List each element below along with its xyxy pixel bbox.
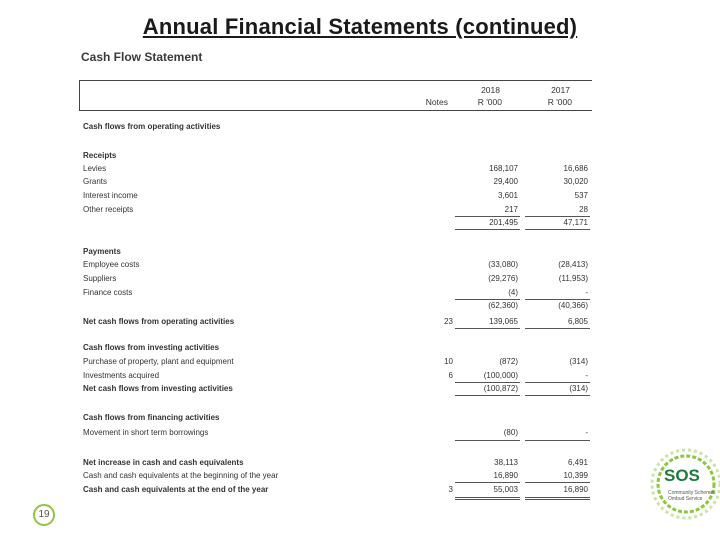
row-label: Purchase of property, plant and equipment bbox=[83, 357, 234, 366]
payments-heading-row bbox=[83, 246, 593, 258]
logo-name: SOS bbox=[664, 466, 700, 485]
end-double-rule-2018-a bbox=[455, 497, 520, 498]
row-label: Net cash flows from operating activities bbox=[83, 317, 235, 326]
other-receipts-row bbox=[83, 204, 593, 216]
row-label: Cash flows from investing activities bbox=[83, 343, 220, 352]
row-label: Other receipts bbox=[83, 205, 134, 214]
value-2018: 168,107 bbox=[489, 164, 518, 173]
row-label: Cash and cash equivalents at the end of the year bbox=[83, 485, 269, 494]
row-label: Movement in short term borrowings bbox=[83, 428, 209, 437]
note-ref: 6 bbox=[448, 371, 453, 380]
value-2018: 38,113 bbox=[494, 458, 518, 467]
value-2017: 537 bbox=[574, 191, 588, 200]
value-2017: (314) bbox=[569, 384, 588, 393]
receipts-total-row bbox=[83, 217, 593, 229]
net-operating-rule-2017 bbox=[525, 328, 590, 329]
value-2017: 6,491 bbox=[567, 458, 588, 467]
receipts-close-rule-2017 bbox=[525, 229, 590, 230]
payments-total-row bbox=[83, 300, 593, 312]
finance-costs-row bbox=[83, 287, 593, 299]
value-2018: (62,360) bbox=[488, 301, 518, 310]
interest-row bbox=[83, 190, 593, 202]
value-2017: (40,366) bbox=[558, 301, 588, 310]
investing-close-rule-2017 bbox=[525, 395, 590, 396]
financing-rule-2018 bbox=[455, 440, 520, 441]
value-2018: (872) bbox=[499, 357, 518, 366]
value-2018: 29,400 bbox=[493, 177, 518, 186]
value-2018: (4) bbox=[508, 288, 518, 297]
row-label: Net increase in cash and cash equivalents bbox=[83, 458, 244, 467]
slide-title: Annual Financial Statements (continued) bbox=[142, 14, 578, 39]
header-top-rule bbox=[79, 80, 592, 81]
row-label: Cash and cash equivalents at the beginning of the year bbox=[83, 471, 279, 480]
row-label: Employee costs bbox=[83, 260, 140, 269]
value-2018: 217 bbox=[504, 205, 518, 214]
value-2018: (33,080) bbox=[488, 260, 518, 269]
levies-row bbox=[83, 163, 593, 175]
value-2018: 201,495 bbox=[489, 218, 518, 227]
receipts-close-rule-2018 bbox=[455, 229, 520, 230]
net-investing-row bbox=[83, 383, 593, 395]
value-2018: (100,000) bbox=[483, 371, 518, 380]
operating-heading-row bbox=[83, 121, 593, 133]
value-2017: (314) bbox=[569, 357, 588, 366]
value-2018: 139,065 bbox=[489, 317, 518, 326]
grants-row bbox=[83, 176, 593, 188]
notes-header: Notes bbox=[425, 97, 448, 107]
investing-close-rule-2018 bbox=[455, 395, 520, 396]
note-ref: 10 bbox=[444, 357, 453, 366]
receipts-heading-row bbox=[83, 150, 593, 162]
unit-2017-header: R '000 bbox=[547, 97, 572, 107]
note-ref: 23 bbox=[444, 317, 453, 326]
logo-tagline: Community Schemes Ombud Service bbox=[668, 490, 716, 502]
left-rule bbox=[79, 80, 80, 111]
investments-row bbox=[83, 370, 593, 382]
value-2018: 16,890 bbox=[493, 471, 518, 480]
value-2017: 30,020 bbox=[563, 177, 588, 186]
row-label: Grants bbox=[83, 177, 108, 186]
net-operating-row bbox=[83, 316, 593, 328]
employee-costs-row bbox=[83, 259, 593, 271]
value-2018: (80) bbox=[503, 428, 518, 437]
unit-2018-header: R '000 bbox=[477, 97, 502, 107]
value-2017: - bbox=[585, 428, 588, 437]
value-2018: 55,003 bbox=[493, 485, 518, 494]
net-increase-row bbox=[83, 457, 593, 469]
ppe-row bbox=[83, 356, 593, 368]
end-double-rule-2017-a bbox=[525, 497, 590, 498]
value-2017: 16,890 bbox=[563, 485, 588, 494]
year-2017-header: 2017 bbox=[551, 85, 570, 95]
row-label: Cash flows from financing activities bbox=[83, 413, 220, 422]
row-label: Receipts bbox=[83, 151, 117, 160]
value-2017: 28 bbox=[579, 205, 588, 214]
suppliers-row bbox=[83, 273, 593, 285]
row-label: Net cash flows from investing activities bbox=[83, 384, 233, 393]
net-operating-rule-2018 bbox=[455, 328, 520, 329]
year-2018-header: 2018 bbox=[481, 85, 500, 95]
row-label: Finance costs bbox=[83, 288, 133, 297]
end-double-rule-2018-b bbox=[455, 499, 520, 500]
end-cash-rule-2018 bbox=[455, 482, 520, 483]
borrowings-row bbox=[83, 427, 593, 439]
value-2017: 47,171 bbox=[563, 218, 588, 227]
value-2017: (11,953) bbox=[558, 274, 588, 283]
investing-heading-row bbox=[83, 342, 593, 354]
end-cash-rule-2017 bbox=[525, 482, 590, 483]
statement-title: Cash Flow Statement bbox=[81, 50, 203, 64]
row-label: Interest income bbox=[83, 191, 138, 200]
row-label: Cash flows from operating activities bbox=[83, 122, 221, 131]
row-label: Payments bbox=[83, 247, 121, 256]
value-2017: 10,399 bbox=[563, 471, 588, 480]
end-double-rule-2017-b bbox=[525, 499, 590, 500]
end-cash-row bbox=[83, 484, 593, 496]
value-2018: (100,872) bbox=[483, 384, 518, 393]
row-label: Suppliers bbox=[83, 274, 117, 283]
header-bottom-rule bbox=[79, 110, 592, 111]
value-2017: 6,805 bbox=[567, 317, 588, 326]
value-2017: - bbox=[585, 371, 588, 380]
page-number-badge: 19 bbox=[33, 504, 55, 526]
financing-rule-2017 bbox=[525, 440, 590, 441]
beginning-cash-row bbox=[83, 470, 593, 482]
row-label: Levies bbox=[83, 164, 107, 173]
value-2017: 16,686 bbox=[563, 164, 588, 173]
value-2017: - bbox=[585, 288, 588, 297]
financing-heading-row bbox=[83, 412, 593, 424]
value-2018: (29,276) bbox=[488, 274, 518, 283]
note-ref: 3 bbox=[448, 485, 453, 494]
value-2018: 3,601 bbox=[497, 191, 518, 200]
value-2017: (28,413) bbox=[558, 260, 588, 269]
row-label: Investments acquired bbox=[83, 371, 160, 380]
